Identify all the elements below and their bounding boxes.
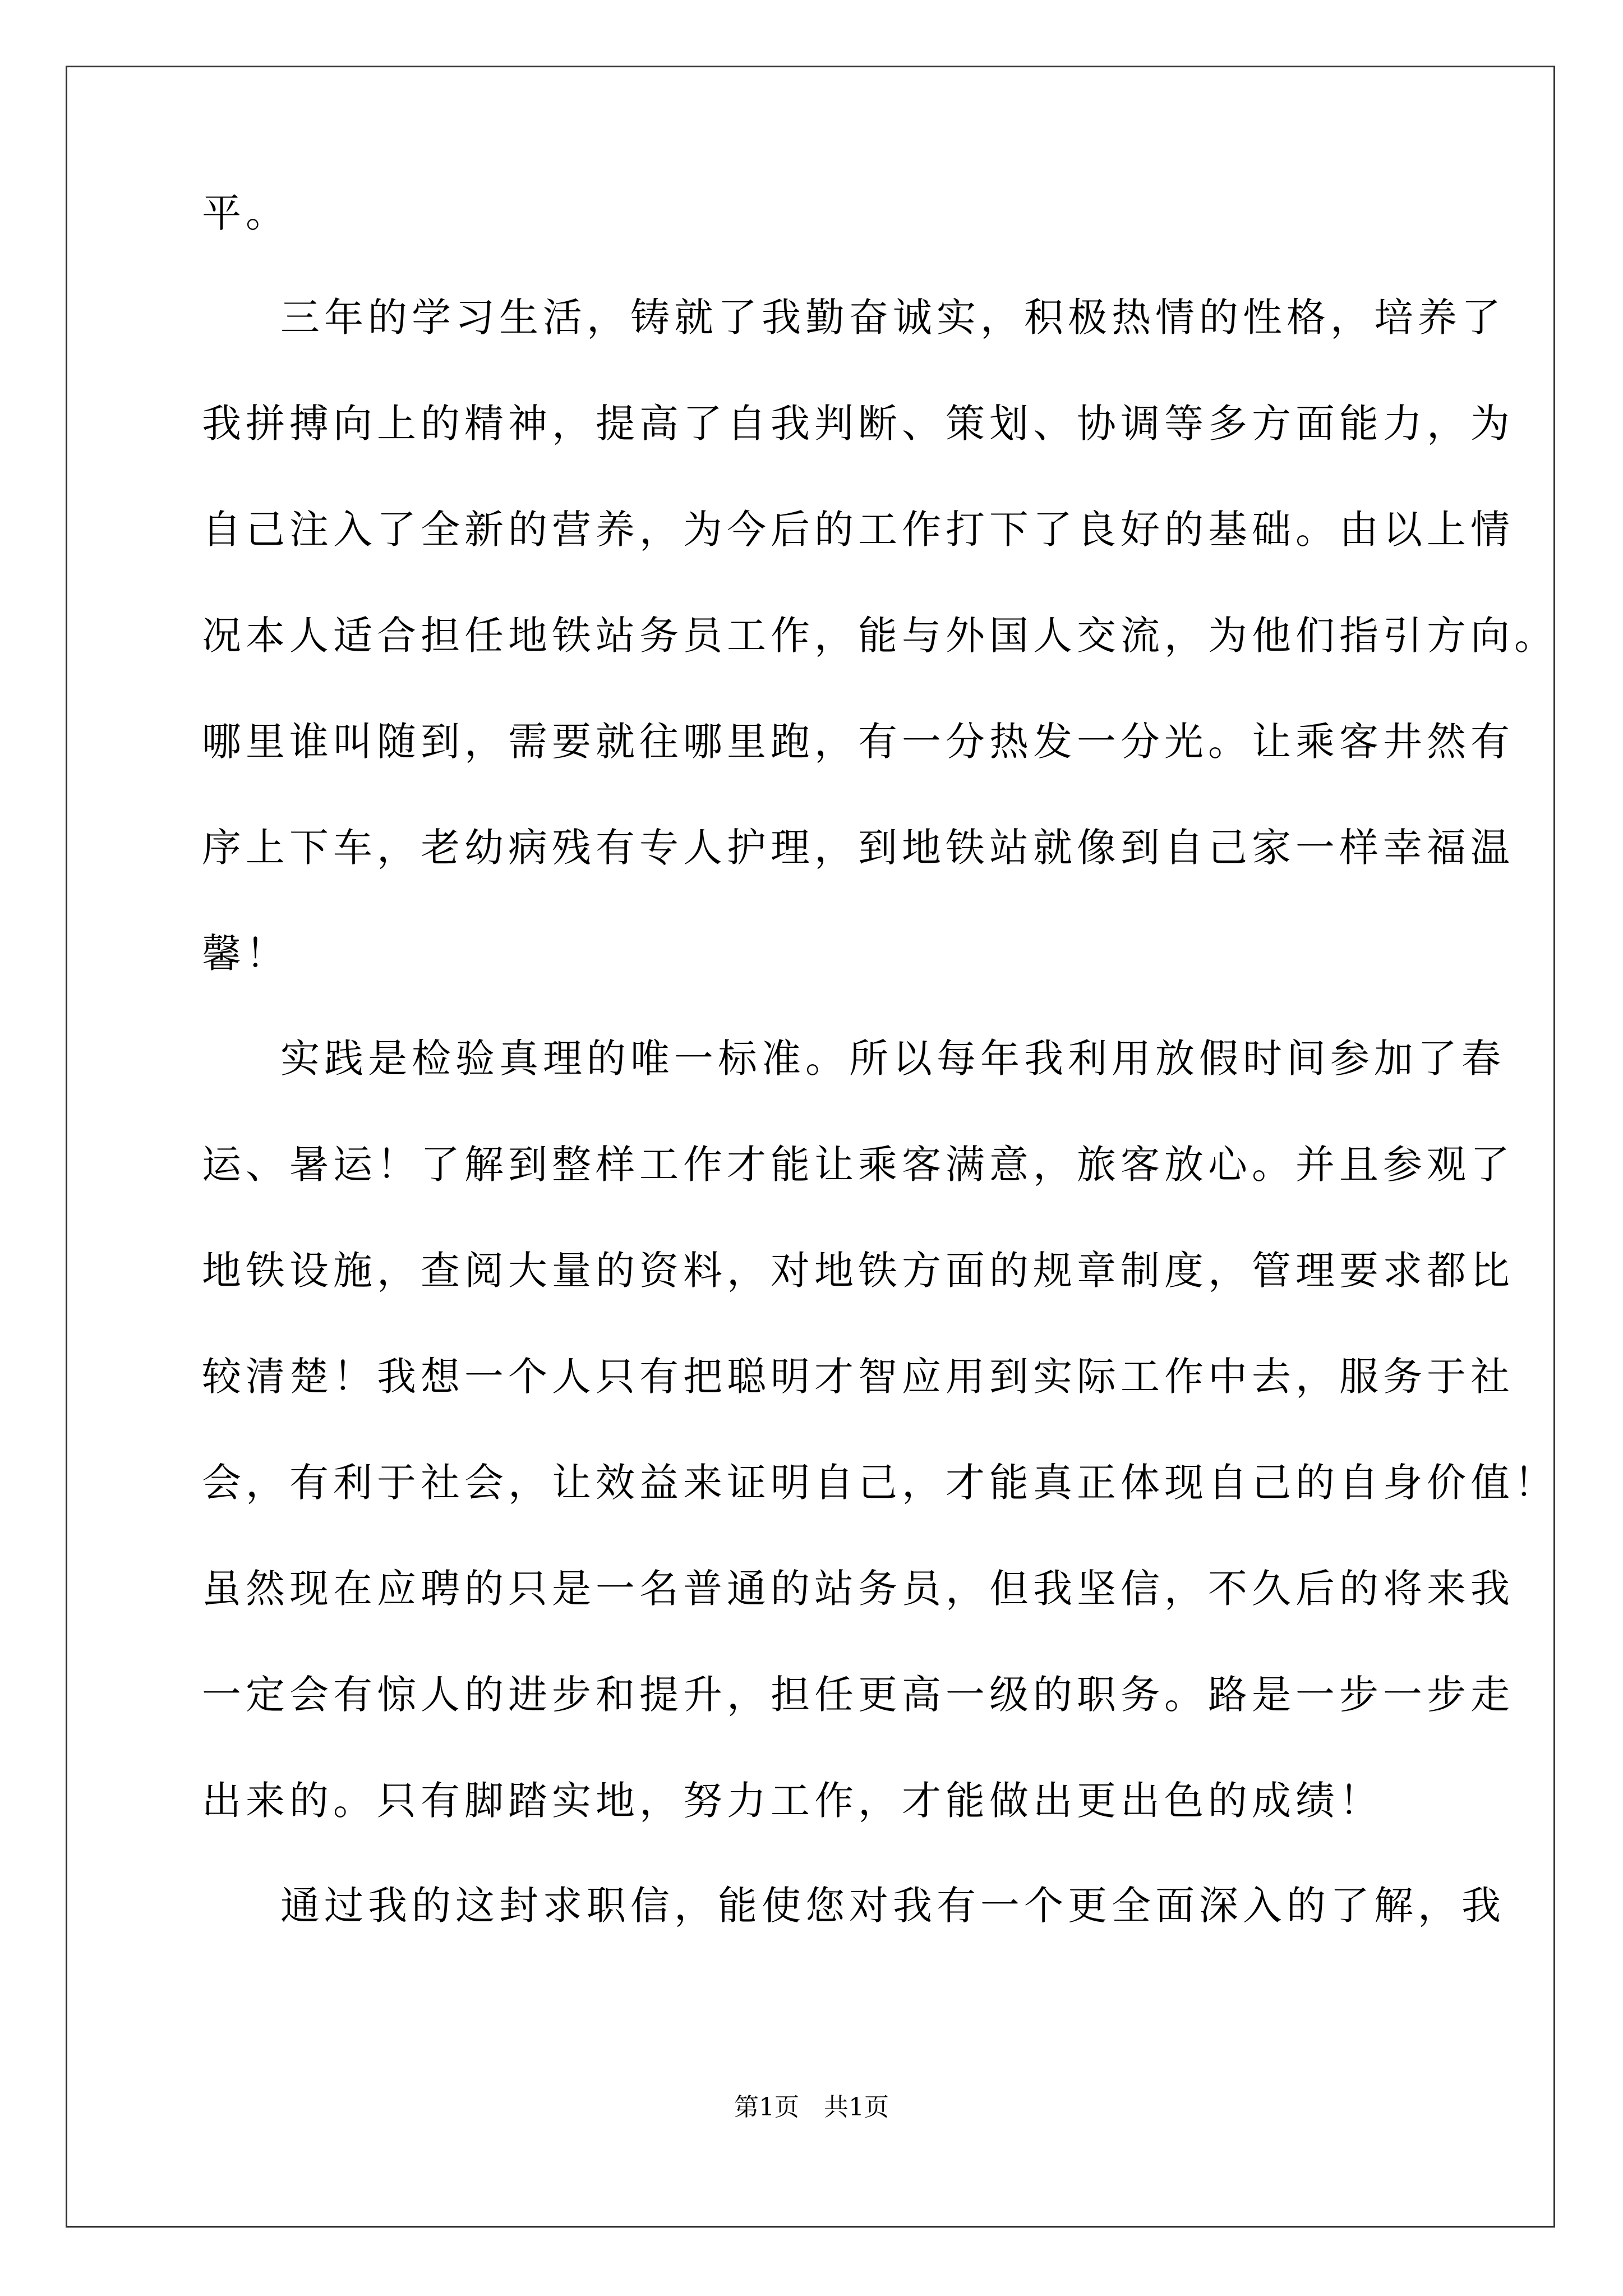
text-line: 况本人适合担任地铁站务员工作，能与外国人交流，为他们指引方向。 xyxy=(202,613,1558,659)
text-line: 会，有利于社会，让效益来证明自己，才能真正体现自己的自身价值！ xyxy=(202,1460,1558,1506)
text-line: 一定会有惊人的进步和提升，担任更高一级的职务。路是一步一步走 xyxy=(202,1672,1514,1718)
text-line: 序上下车，老幼病残有专人护理，到地铁站就像到自己家一样幸福温 xyxy=(202,825,1514,871)
text-line: 平。 xyxy=(202,190,289,236)
text-line: 较清楚！我想一个人只有把聪明才智应用到实际工作中去，服务于社 xyxy=(202,1354,1514,1400)
page-number: 第1页 共1页 xyxy=(734,2093,889,2122)
text-line: 我拼搏向上的精神，提高了自我判断、策划、协调等多方面能力，为 xyxy=(202,401,1514,447)
text-line: 虽然现在应聘的只是一名普通的站务员，但我坚信，不久后的将来我 xyxy=(202,1566,1514,1612)
text-line: 运、暑运！了解到整样工作才能让乘客满意，旅客放心。并且参观了 xyxy=(202,1142,1514,1188)
text-line: 馨！ xyxy=(202,931,289,977)
text-line: 自己注入了全新的营养，为今后的工作打下了良好的基础。由以上情 xyxy=(202,507,1514,553)
text-line: 哪里谁叫随到，需要就往哪里跑，有一分热发一分光。让乘客井然有 xyxy=(202,719,1514,765)
text-line: 三年的学习生活，铸就了我勤奋诚实，积极热情的性格，培养了 xyxy=(280,295,1505,341)
text-line: 实践是检验真理的唯一标准。所以每年我利用放假时间参加了春 xyxy=(280,1036,1505,1082)
text-line: 出来的。只有脚踏实地，努力工作，才能做出更出色的成绩！ xyxy=(202,1778,1383,1824)
text-line: 通过我的这封求职信，能使您对我有一个更全面深入的了解，我 xyxy=(280,1883,1505,1929)
text-line: 地铁设施，查阅大量的资料，对地铁方面的规章制度，管理要求都比 xyxy=(202,1248,1514,1294)
